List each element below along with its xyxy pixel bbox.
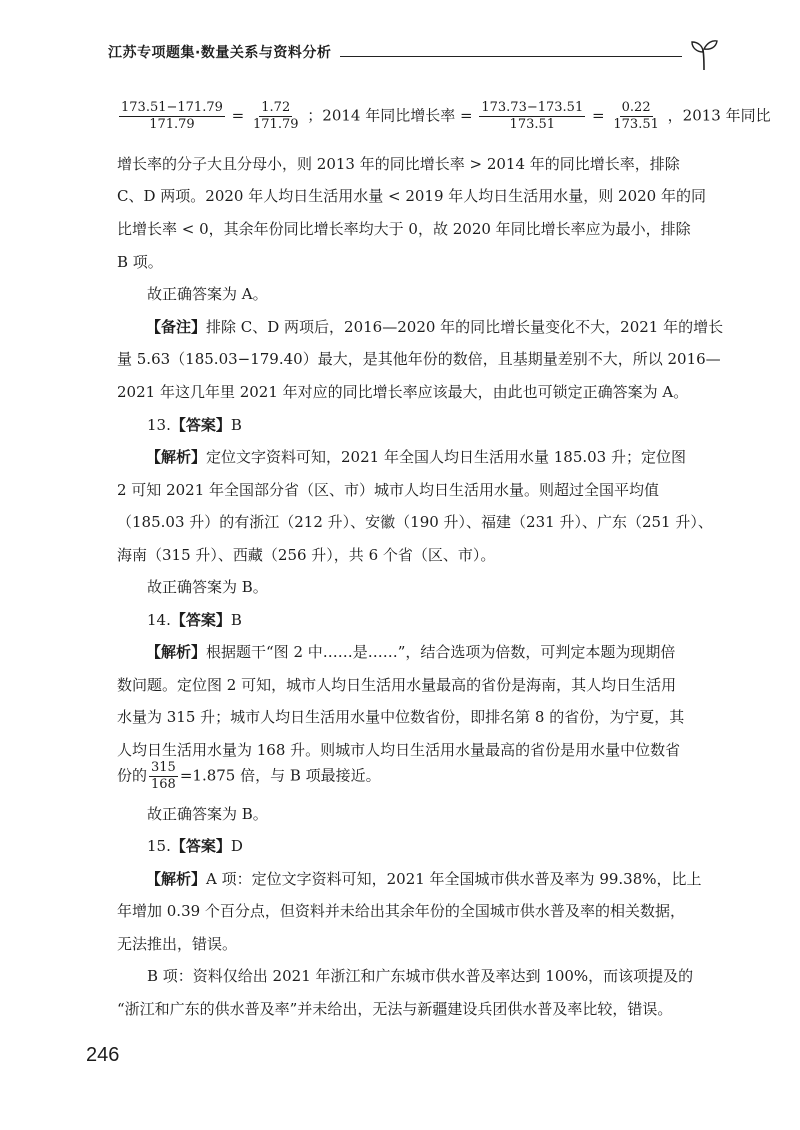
paragraph-line: “浙江和广东的供水普及率”并未给出，无法与新疆建设兵团供水普及率比较，错误。 — [117, 1000, 673, 1018]
paragraph-line: 数问题。定位图 2 可知，城市人均日生活用水量最高的省份是海南，其人均日生活用 — [117, 676, 677, 694]
formula-line: $\frac{173.51-171.79}{171.79}$ = $\frac{1.72}{171.79}$ ；2014 年同比增长率 = $\frac{173.73-173.51}{173.51}$ = $\frac{0.22}{173.51}$ ，2013 年同比 — [121, 100, 771, 132]
paragraph-line: 年增加 0.39 个百分点，但资料并未给出其余年份的全国城市供水普及率的相关数据， — [117, 902, 685, 920]
fraction: $\frac{315}{168}$ — [151, 760, 176, 792]
analysis-label: 【解析】 — [146, 448, 207, 466]
answer-line: 故正确答案为 A。 — [147, 285, 268, 303]
note-line: 【备注】排除 C、D 两项后，2016—2020 年的同比增长量变化不大，2021 年的增长 — [146, 318, 724, 336]
analysis-label: 【解析】 — [146, 870, 207, 888]
question-14-answer: 14.【答案】B — [147, 611, 242, 629]
analysis-line: 【解析】定位文字资料可知，2021 年全国人均日生活用水量 185.03 升；定位图 — [146, 448, 686, 466]
paragraph-line: 2021 年这几年里 2021 年对应的同比增长率应该最大，由此也可锁定正确答案为 A。 — [117, 383, 689, 401]
paragraph-line: 水量为 315 升；城市人均日生活用水量中位数省份，即排名第 8 的省份，为宁夏，其 — [117, 708, 685, 726]
page-number: 246 — [86, 1044, 120, 1066]
paragraph-line: （185.03 升）的有浙江（212 升）、安徽（190 升）、福建（231 升）、广东（251 升）、 — [117, 513, 713, 531]
note-label: 【备注】 — [146, 318, 207, 336]
paragraph-line: 比增长率 < 0，其余年份同比增长率均大于 0，故 2020 年同比增长率应为最小，排除 — [117, 220, 691, 238]
answer-line: 故正确答案为 B。 — [147, 578, 268, 596]
fraction: $\frac{0.22}{173.51}$ — [613, 100, 659, 132]
paragraph-line: 2 可知 2021 年全国部分省（区、市）城市人均日生活用水量。则超过全国平均值 — [117, 481, 660, 499]
paragraph-line: B 项：资料仅给出 2021 年浙江和广东城市供水普及率达到 100%，而该项提及的 — [147, 967, 694, 985]
formula-line: 份的 $\frac{315}{168}$ =1.875 倍，与 B 项最接近。 — [117, 760, 381, 792]
analysis-line: 【解析】A 项：定位文字资料可知，2021 年全国城市供水普及率为 99.38%，比上 — [146, 870, 702, 888]
paragraph-line: B 项。 — [117, 253, 163, 271]
question-15-answer: 15.【答案】D — [147, 837, 243, 855]
paragraph-line: 增长率的分子大且分母小，则 2013 年的同比增长率 > 2014 年的同比增长率，排除 — [117, 155, 680, 173]
header-title: 江苏专项题集·数量关系与资料分析 — [108, 45, 332, 61]
answer-label: 【答案】 — [170, 416, 231, 434]
question-13-answer: 13.【答案】B — [147, 416, 242, 434]
running-header — [108, 36, 720, 76]
answer-line: 故正确答案为 B。 — [147, 805, 268, 823]
analysis-label: 【解析】 — [146, 643, 207, 661]
paragraph-line: C、D 两项。2020 年人均日生活用水量 < 2019 年人均日生活用水量，则 2020 年的同 — [117, 187, 706, 205]
sprout-icon — [686, 36, 722, 72]
paragraph-line: 海南（315 升）、西藏（256 升），共 6 个省（区、市）。 — [117, 546, 496, 564]
analysis-line: 【解析】根据题干“图 2 中……是……”，结合选项为倍数，可判定本题为现期倍 — [146, 643, 676, 661]
paragraph-line: 人均日生活用水量为 168 升。则城市人均日生活用水量最高的省份是用水量中位数省 — [117, 741, 681, 759]
header-rule — [340, 56, 682, 57]
paragraph-line: 无法推出，错误。 — [117, 935, 238, 953]
answer-label: 【答案】 — [170, 611, 231, 629]
fraction: $\frac{173.51-171.79}{171.79}$ — [121, 100, 223, 132]
answer-label: 【答案】 — [170, 837, 231, 855]
paragraph-line: 量 5.63（185.03−179.40）最大，是其他年份的数倍，且基期量差别不大，所以 2016— — [117, 350, 721, 368]
fraction: $\frac{173.73-173.51}{173.51}$ — [481, 100, 584, 132]
fraction: $\frac{1.72}{171.79}$ — [253, 100, 299, 132]
